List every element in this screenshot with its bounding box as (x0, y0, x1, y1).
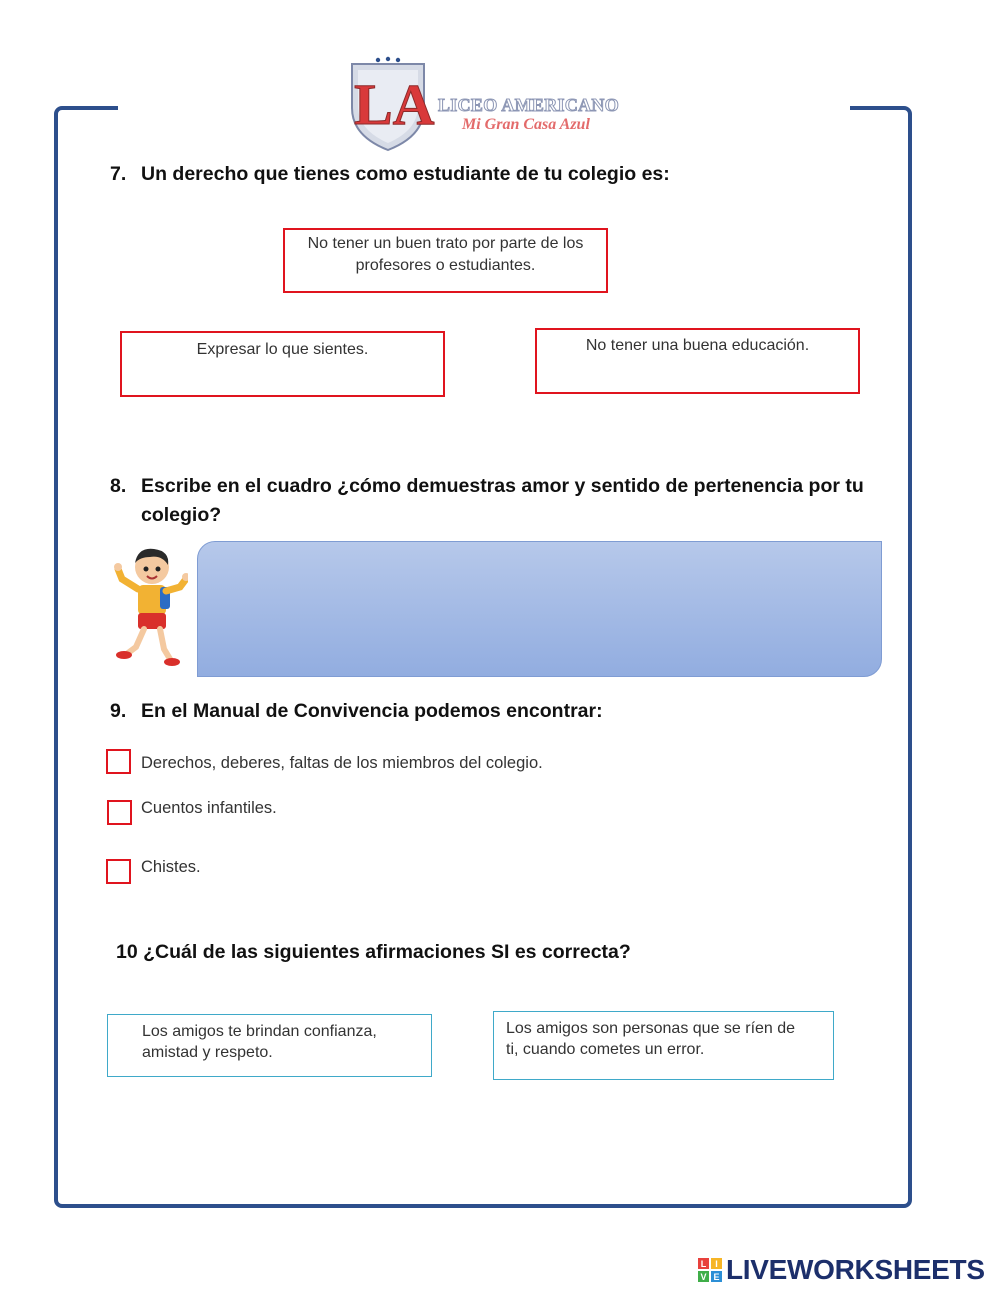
q9-option-1-label: Derechos, deberes, faltas de los miembros del colegio. (141, 754, 543, 772)
question-9-number: 9. (110, 700, 127, 722)
logo-letters: LA (354, 72, 435, 137)
q8-answer-box[interactable] (197, 541, 882, 677)
school-name: LICEO AMERICANO (438, 95, 620, 115)
icon-letter-l: L (700, 1259, 707, 1269)
q10-option-1-label: Los amigos te brindan confianza, amistad y respeto. (142, 1023, 377, 1061)
liveworksheets-icon (698, 1258, 722, 1282)
q10-option-2[interactable] (493, 1011, 834, 1080)
school-motto: Mi Gran Casa Azul (462, 116, 590, 133)
q9-checkbox-1[interactable] (106, 749, 131, 774)
question-9-text: En el Manual de Convivencia podemos encontrar: (141, 700, 603, 722)
q7-option-3-label: No tener una buena educación. (585, 337, 810, 354)
question-7 (110, 160, 890, 189)
question-8 (110, 472, 890, 530)
icon-letter-v: V (700, 1272, 707, 1282)
question-7-text: Un derecho que tienes como estudiante de tu colegio es: (141, 163, 670, 185)
q9-option-2-label: Cuentos infantiles. (141, 799, 277, 817)
q9-option-3-label: Chistes. (141, 858, 201, 876)
q10-option-2-label: Los amigos son personas que se ríen de ti, cuando cometes un error. (506, 1020, 796, 1058)
q7-option-1[interactable] (283, 228, 608, 293)
question-7-number: 7. (110, 163, 127, 185)
question-8-text: Escribe en el cuadro ¿cómo demuestras amor y sentido de pertenencia por tu colegio? (141, 475, 864, 526)
q10-option-1[interactable] (107, 1014, 432, 1077)
q9-checkbox-3[interactable] (106, 859, 131, 884)
q9-checkbox-2[interactable] (107, 800, 132, 825)
question-10 (116, 938, 896, 967)
boy-illustration (108, 543, 188, 673)
question-9 (110, 697, 890, 726)
icon-letter-e: E (713, 1272, 720, 1282)
star-icon (376, 57, 400, 62)
question-8-number: 8. (110, 475, 127, 497)
icon-letter-i: I (715, 1259, 718, 1269)
q7-option-3[interactable] (535, 328, 860, 394)
liveworksheets-brand[interactable]: LIVEWORKSHEETS (726, 1254, 985, 1285)
q7-option-2[interactable] (120, 331, 445, 397)
q7-option-2-label: Expresar lo que sientes. (196, 341, 369, 358)
q7-option-1-label: No tener un buen trato por parte de los profesores o estudiantes. (307, 235, 584, 274)
question-10-text: 10 ¿Cuál de las siguientes afirmaciones SI es correcta? (116, 941, 631, 963)
